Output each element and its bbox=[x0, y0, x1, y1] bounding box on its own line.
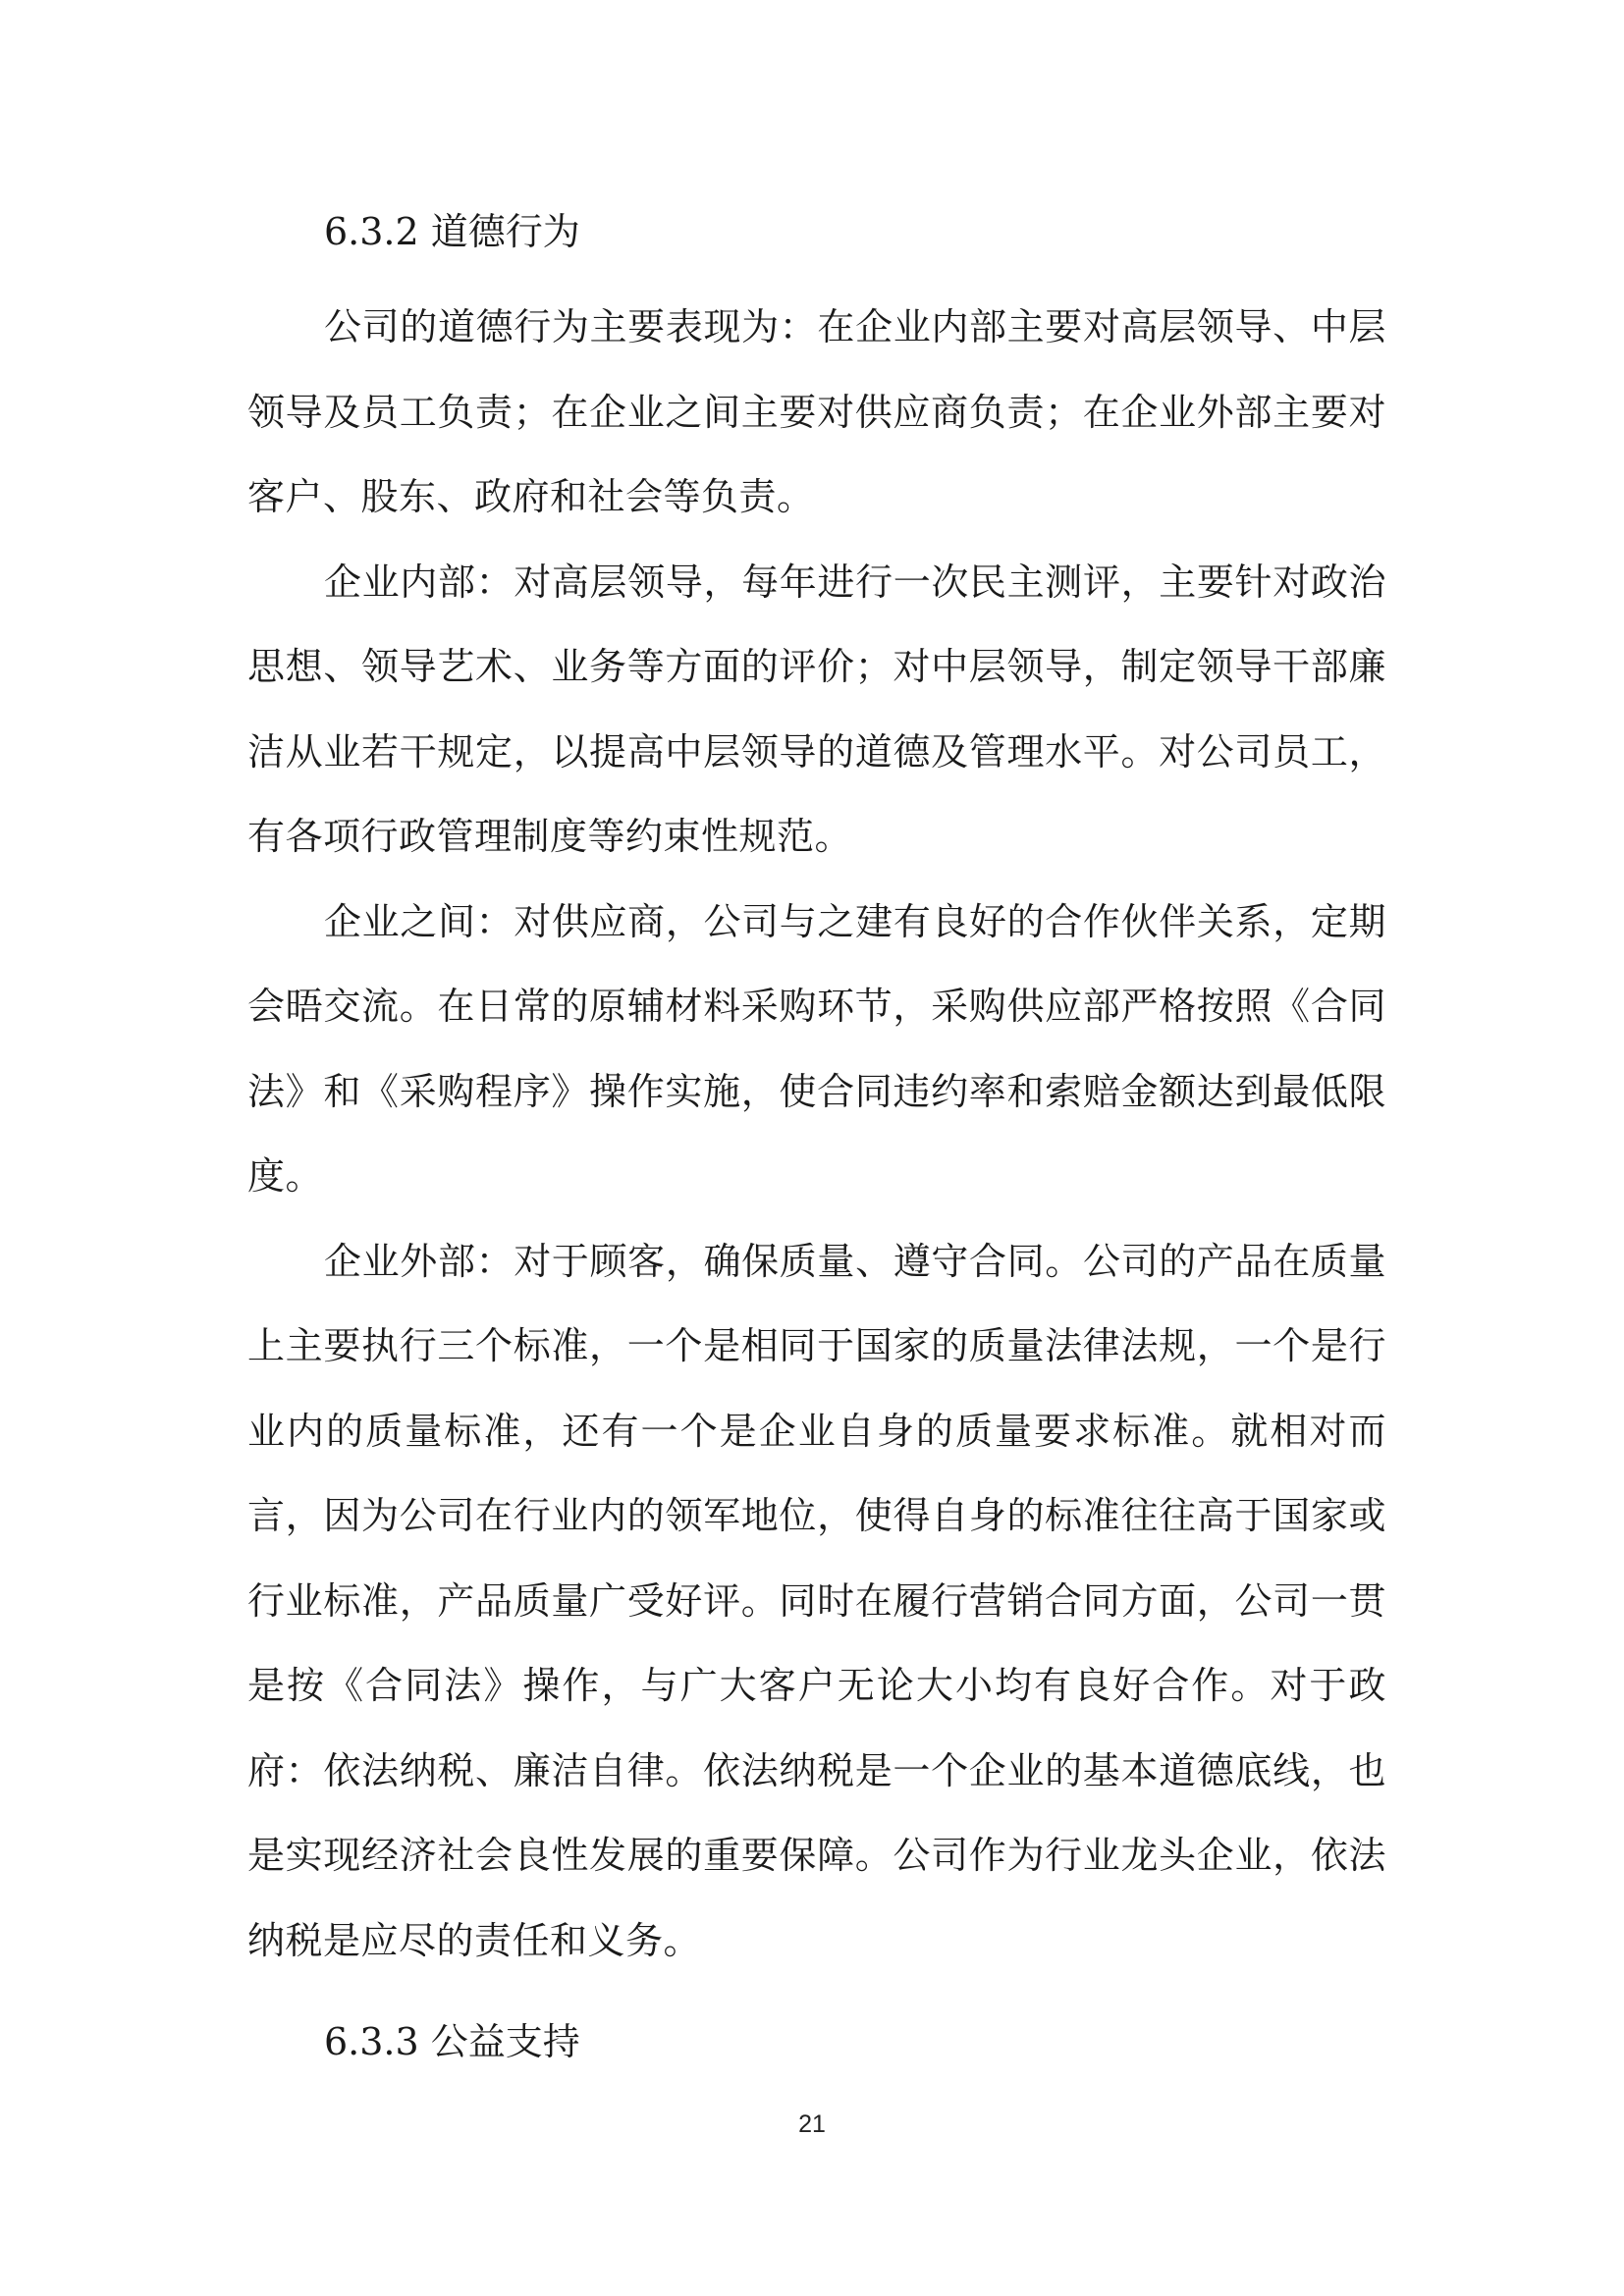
section-heading-6-3-2: 6.3.2 道德行为 bbox=[324, 210, 580, 253]
page-number: 21 bbox=[798, 2110, 826, 2138]
paragraph-ethics-overview: 公司的道德行为主要表现为：在企业内部主要对高层领导、中层领导及员工负责；在企业之间主要对供应商负责；在企业外部主要对客户、股东、政府和社会等负责。 bbox=[247, 305, 1386, 518]
section-heading-6-3-3: 6.3.3 公益支持 bbox=[324, 2020, 580, 2063]
body-text bbox=[247, 285, 1386, 1983]
paragraph-internal: 企业内部：对高层领导，每年进行一次民主测评，主要针对政治思想、领导艺术、业务等方面的评价；对中层领导，制定领导干部廉洁从业若干规定，以提高中层领导的道德及管理水平。对公司员工，有各项行政管理制度等约束性规范。 bbox=[247, 560, 1386, 858]
paragraph-between-enterprises: 企业之间：对供应商，公司与之建有良好的合作伙伴关系，定期会晤交流。在日常的原辅材料采购环节，采购供应部严格按照《合同法》和《采购程序》操作实施，使合同违约率和索赔金额达到最低限度。 bbox=[247, 899, 1386, 1198]
paragraph-external: 企业外部：对于顾客，确保质量、遵守合同。公司的产品在质量上主要执行三个标准，一个是相同于国家的质量法律法规，一个是行业内的质量标准，还有一个是企业自身的质量要求标准。就相对而言，因为公司在行业内的领军地位，使得自身的标准往往高于国家或行业标准，产品质量广受好评。同时在履行营销合同方面，公司一贯是按《合同法》操作，与广大客户无论大小均有良好合作。对于政府：依法纳税、廉洁自律。依法纳税是一个企业的基本道德底线，也是实现经济社会良性发展的重要保障。公司作为行业龙头企业，依法纳税是应尽的责任和义务。 bbox=[247, 1239, 1386, 1962]
